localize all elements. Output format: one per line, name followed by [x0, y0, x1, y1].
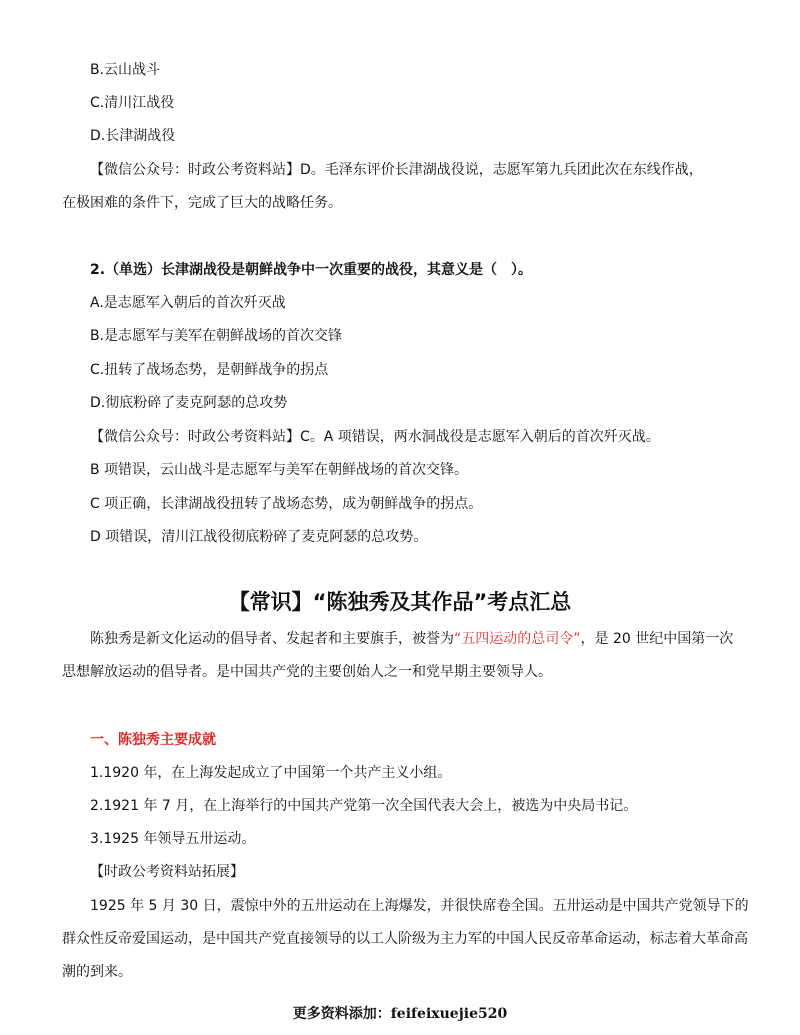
- subheading: 一、陈独秀主要成就: [90, 732, 216, 748]
- intro-paragraph-line2: 思想解放运动的倡导者。是中国共产党的主要创始人之一和党早期主要领导人。: [62, 664, 552, 680]
- q1-answer-cont: 在极困难的条件下，完成了巨大的战略任务。: [62, 195, 342, 211]
- achievement-item: 1.1920 年，在上海发起成立了中国第一个共产主义小组。: [90, 765, 452, 781]
- q1-option-d: D.长津湖战役: [90, 128, 176, 144]
- q2-question: 2.（单选）长津湖战役是朝鲜战争中一次重要的战役，其意义是（ ）。: [90, 262, 533, 278]
- extension-label: 【时政公考资料站拓展】: [90, 864, 244, 880]
- extension-paragraph: 群众性反帝爱国运动，是中国共产党直接领导的以工人阶级为主力军的中国人民反帝革命运动，标志着大革命高: [62, 931, 748, 947]
- intro-text-cont: ，是 20 世纪中国第一次: [580, 631, 734, 647]
- section-title: 【常识】“陈独秀及其作品”考点汇总: [228, 590, 572, 614]
- intro-paragraph: [90, 629, 733, 649]
- achievement-item: 3.1925 年领导五卅运动。: [90, 831, 256, 847]
- q2-explanation-line: B 项错误，云山战斗是志愿军与美军在朝鲜战场的首次交锋。: [90, 462, 469, 478]
- q2-option-b: B.是志愿军与美军在朝鲜战场的首次交锋: [90, 328, 343, 344]
- extension-paragraph: 1925 年 5 月 30 日，震惊中外的五卅运动在上海爆发，并很快席卷全国。五卅运动是中国共产党领导下的: [90, 898, 749, 914]
- q1-answer: 【微信公众号：时政公考资料站】D。毛泽东评价长津湖战役说，志愿军第九兵团此次在东线作战，: [90, 162, 703, 178]
- q2-option-d: D.彻底粉碎了麦克阿瑟的总攻势: [90, 395, 288, 411]
- q2-explanation-line: C 项正确，长津湖战役扭转了战场态势，成为朝鲜战争的拐点。: [90, 496, 483, 512]
- q1-option-c: C.清川江战役: [90, 95, 175, 111]
- q2-option-a: A.是志愿军入朝后的首次歼灭战: [90, 295, 286, 311]
- q2-explanation-line: D 项错误，清川江战役彻底粉碎了麦克阿瑟的总攻势。: [90, 529, 428, 545]
- q2-explanation-line: 【微信公众号：时政公考资料站】C。A 项错误，两水洞战役是志愿军入朝后的首次歼灭战。: [90, 429, 660, 445]
- intro-highlight: “五四运动的总司令”: [454, 631, 581, 647]
- q1-option-b: B.云山战斗: [90, 62, 161, 78]
- footer-contact: 更多资料添加：feifeixuejie520: [292, 1006, 508, 1022]
- intro-text: 陈独秀是新文化运动的倡导者、发起者和主要旗手，被誉为: [90, 631, 454, 647]
- extension-paragraph: 潮的到来。: [62, 964, 132, 980]
- q2-option-c: C.扭转了战场态势，是朝鲜战争的拐点: [90, 362, 329, 378]
- achievement-item: 2.1921 年 7 月，在上海举行的中国共产党第一次全国代表大会上，被选为中央局书记。: [90, 798, 638, 814]
